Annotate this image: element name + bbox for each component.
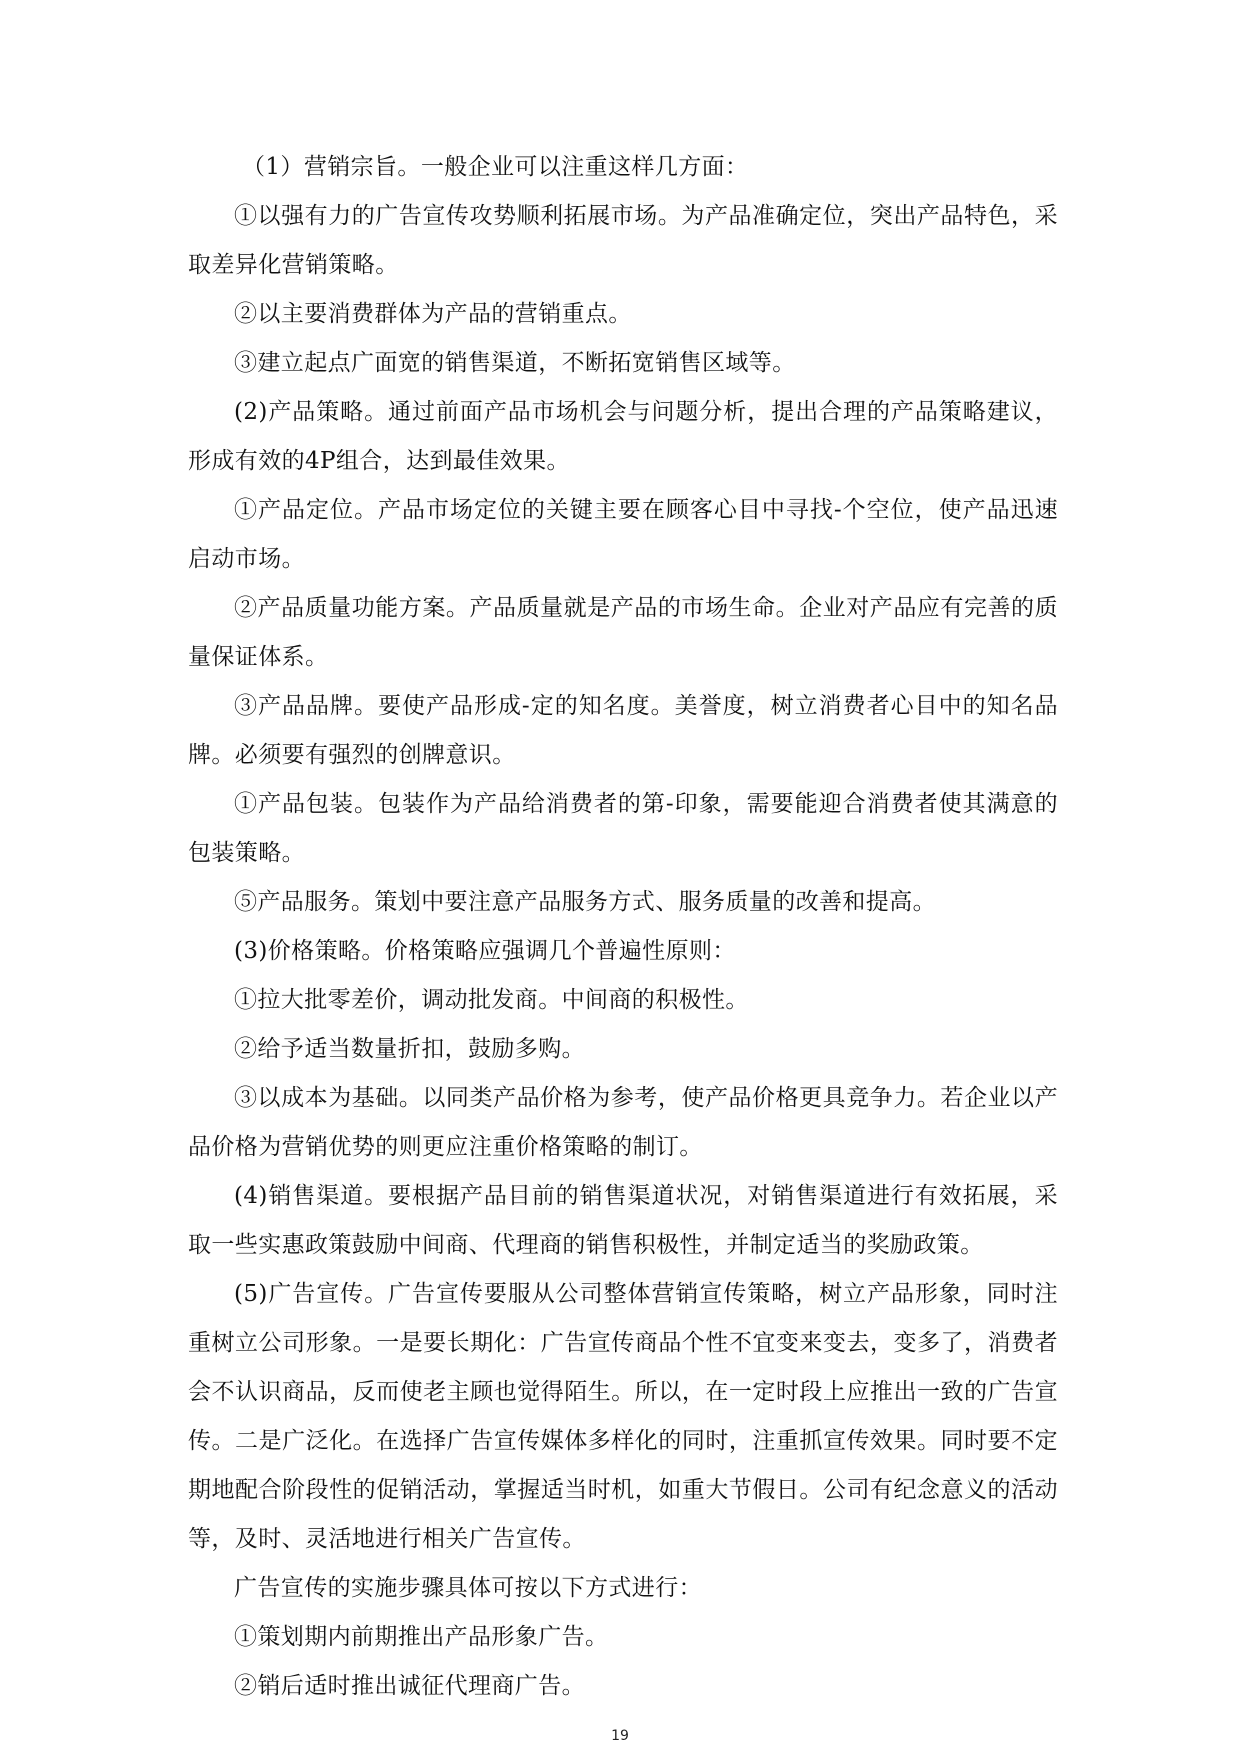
- paragraph-item: ①产品定位。产品市场定位的关键主要在顾客心目中寻找-个空位，使产品迅速启动市场。: [188, 497, 1058, 572]
- paragraph-item: ②以主要消费群体为产品的营销重点。: [234, 301, 632, 327]
- paragraph-item: ③产品品牌。要使产品形成-定的知名度。美誉度，树立消费者心目中的知名品牌。必须要有强烈的创牌意识。: [188, 693, 1058, 768]
- paragraph-sales-channel: (4)销售渠道。要根据产品目前的销售渠道状况，对销售渠道进行有效拓展，采取一些实惠政策鼓励中间商、代理商的销售积极性，并制定适当的奖励政策。: [188, 1183, 1058, 1258]
- paragraph-marketing-purpose: （1）营销宗旨。一般企业可以注重这样几方面：: [242, 154, 749, 180]
- paragraph-item: ③建立起点广面宽的销售渠道，不断拓宽销售区域等。: [234, 350, 796, 376]
- document-body: [188, 143, 1058, 1711]
- paragraph-item: ③以成本为基础。以同类产品价格为参考，使产品价格更具竞争力。若企业以产品价格为营销优势的则更应注重价格策略的制订。: [188, 1085, 1058, 1160]
- paragraph-item: ①以强有力的广告宣传攻势顺利拓展市场。为产品准确定位，突出产品特色，采取差异化营销策略。: [188, 203, 1058, 278]
- paragraph-item: ①拉大批零差价，调动批发商。中间商的积极性。: [234, 987, 749, 1013]
- paragraph-advertising: (5)广告宣传。广告宣传要服从公司整体营销宣传策略，树立产品形象，同时注重树立公司形象。一是要长期化：广告宣传商品个性不宜变来变去，变多了，消费者会不认识商品，反而使老主顾也觉得陌生。所以，在一定时段上应推出一致的广告宣传。二是广泛化。在选择广告宣传媒体多样化的同时，注重抓宣传效果。同时要不定期地配合阶段性的促销活动，掌握适当时机，如重大节假日。公司有纪念意义的活动等，及时、灵活地进行相关广告宣传。: [188, 1281, 1058, 1552]
- paragraph-item: ①产品包装。包装作为产品给消费者的第-印象，需要能迎合消费者使其满意的包装策略。: [188, 791, 1058, 866]
- paragraph-price-strategy: (3)价格策略。价格策略应强调几个普遍性原则：: [234, 938, 736, 964]
- paragraph-item: ①策划期内前期推出产品形象广告。: [234, 1624, 609, 1650]
- paragraph-item: ②给予适当数量折扣，鼓励多购。: [234, 1036, 585, 1062]
- paragraph-product-strategy: (2)产品策略。通过前面产品市场机会与问题分析，提出合理的产品策略建议，形成有效的4P组合，达到最佳效果。: [188, 399, 1058, 474]
- paragraph-item: ⑤产品服务。策划中要注意产品服务方式、服务质量的改善和提高。: [234, 889, 936, 915]
- paragraph-item: ②销后适时推出诚征代理商广告。: [234, 1673, 585, 1699]
- page-number: 19: [611, 1728, 629, 1744]
- paragraph-ad-steps: 广告宣传的实施步骤具体可按以下方式进行：: [234, 1575, 702, 1601]
- paragraph-item: ②产品质量功能方案。产品质量就是产品的市场生命。企业对产品应有完善的质量保证体系。: [188, 595, 1058, 670]
